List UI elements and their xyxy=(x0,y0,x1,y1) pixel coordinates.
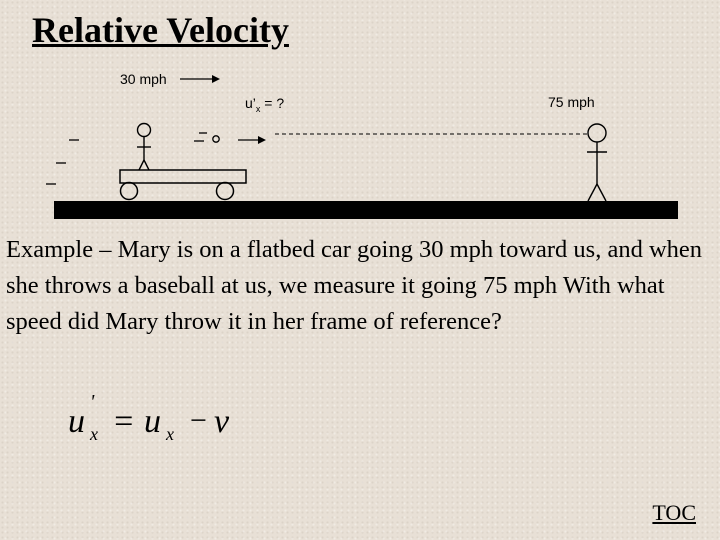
formula-lhs-symbol: u xyxy=(68,403,85,440)
formula-rhs-symbol: u xyxy=(144,403,161,440)
observed-speed-label: 75 mph xyxy=(548,94,595,110)
car-velocity-arrow-icon xyxy=(180,75,220,83)
example-problem-text: Example – Mary is on a flatbed car going 30 mph toward us, and when she throws a baseball at us, we measure it going 75 mph With what speed did Mary throw it in her frame of reference? xyxy=(6,236,703,335)
formula-lhs-prime: ' xyxy=(90,394,95,413)
baseball-icon xyxy=(213,136,219,142)
formula-minus: − xyxy=(188,404,209,437)
formula-v-symbol: v xyxy=(214,403,230,440)
ground-track xyxy=(54,201,678,219)
mary-figure-icon xyxy=(137,124,151,171)
relative-velocity-formula xyxy=(66,394,266,454)
observer-figure-icon xyxy=(587,124,607,201)
formula-lhs-subscript: x xyxy=(90,424,98,444)
flatbed-car-icon xyxy=(120,170,246,200)
formula-rhs-subscript: x xyxy=(166,424,174,444)
ball-velocity-arrow-icon xyxy=(238,136,266,144)
toc-link[interactable]: TOC xyxy=(652,500,696,525)
relative-velocity-diagram xyxy=(0,0,720,240)
ball-speed-label: $u’_x$ = ? xyxy=(245,95,285,114)
motion-lines xyxy=(46,133,207,184)
car-speed-label: 30 mph xyxy=(120,71,167,87)
formula-equals: = xyxy=(112,403,135,440)
slide-title: Relative Velocity xyxy=(32,10,289,50)
